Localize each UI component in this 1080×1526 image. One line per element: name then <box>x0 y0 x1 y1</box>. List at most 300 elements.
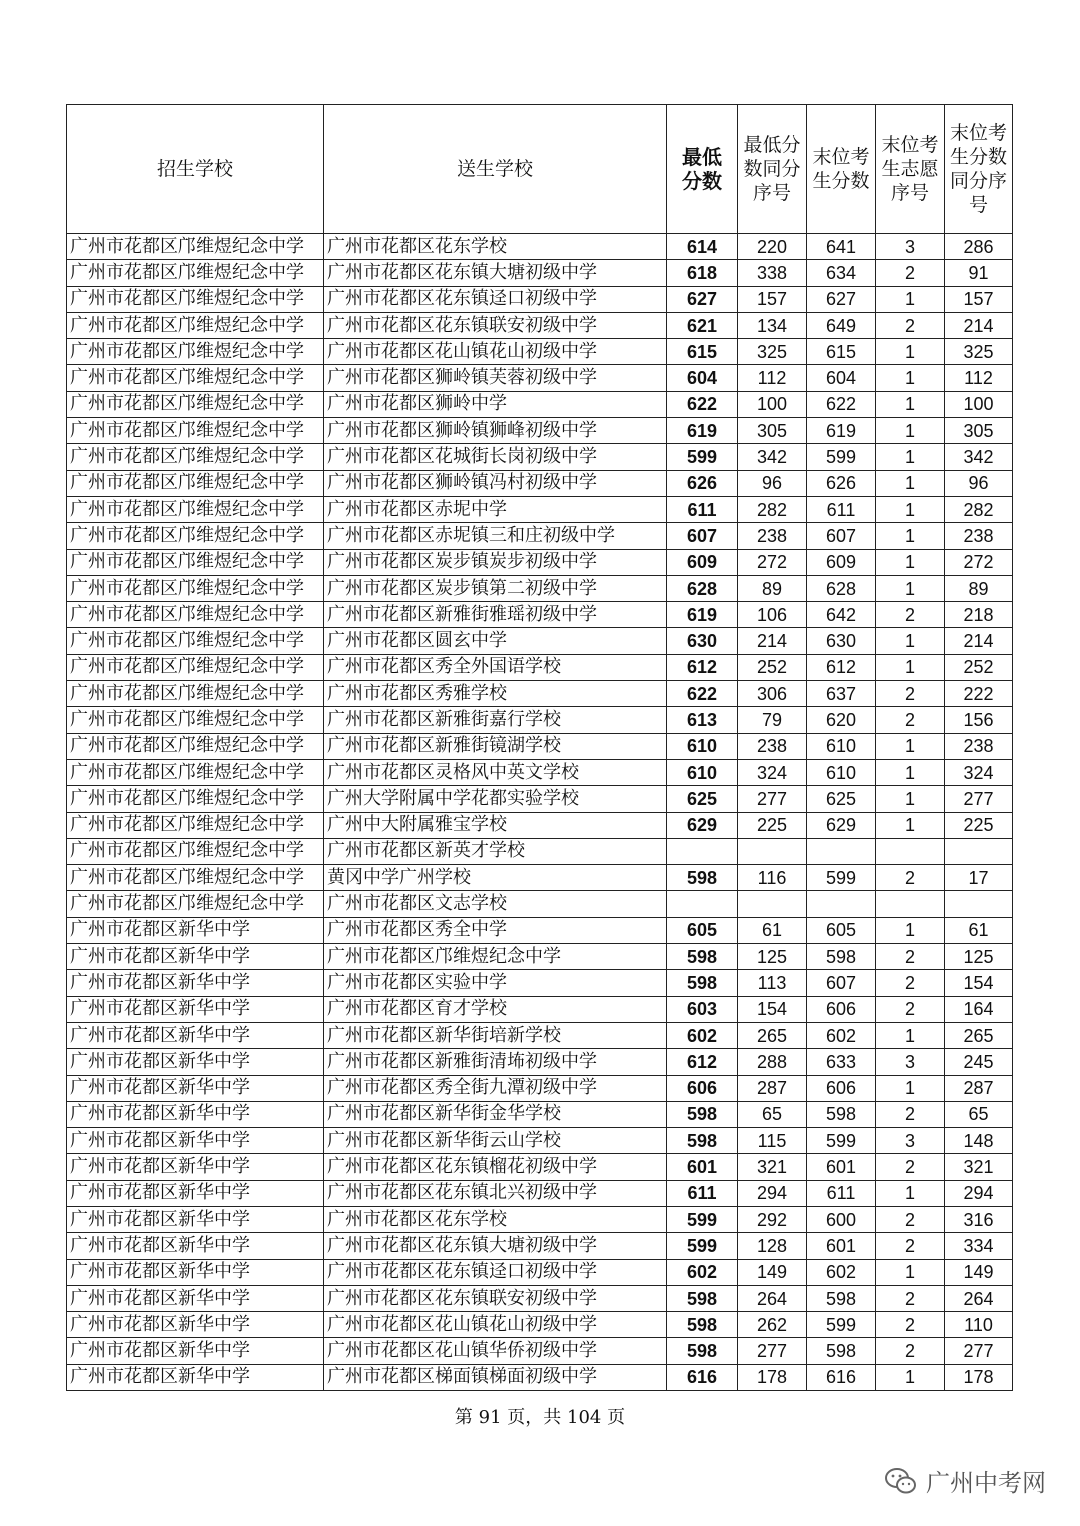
cell-min-score-tie-rank: 265 <box>738 1022 807 1048</box>
cell-admitting-school: 广州市花都区邝维煜纪念中学 <box>67 654 324 680</box>
table-row <box>67 891 1013 917</box>
table-row <box>67 339 1013 365</box>
table-row <box>67 602 1013 628</box>
cell-last-student-choice-rank: 2 <box>876 1206 945 1232</box>
cell-min-score: 629 <box>667 812 738 838</box>
cell-min-score-tie-rank: 264 <box>738 1285 807 1311</box>
cell-last-student-choice-rank: 2 <box>876 1233 945 1259</box>
cell-admitting-school: 广州市花都区邝维煜纪念中学 <box>67 286 324 312</box>
cell-sending-school: 广州市花都区花东学校 <box>324 1206 667 1232</box>
cell-last-student-tie-rank: 282 <box>945 496 1013 522</box>
cell-last-student-tie-rank: 17 <box>945 865 1013 891</box>
cell-last-student-tie-rank: 272 <box>945 549 1013 575</box>
cell-min-score: 621 <box>667 312 738 338</box>
cell-last-student-choice-rank: 2 <box>876 707 945 733</box>
cell-last-student-tie-rank: 316 <box>945 1206 1013 1232</box>
cell-min-score <box>667 891 738 917</box>
cell-sending-school: 广州市花都区秀全外国语学校 <box>324 654 667 680</box>
table-row <box>67 1259 1013 1285</box>
cell-admitting-school: 广州市花都区邝维煜纪念中学 <box>67 365 324 391</box>
cell-last-student-tie-rank: 342 <box>945 444 1013 470</box>
cell-last-student-choice-rank: 1 <box>876 339 945 365</box>
cell-admitting-school: 广州市花都区新华中学 <box>67 1022 324 1048</box>
cell-admitting-school: 广州市花都区新华中学 <box>67 1206 324 1232</box>
cell-last-student-choice-rank: 1 <box>876 733 945 759</box>
header-last-student-score: 末位考生分数 <box>807 105 876 234</box>
cell-sending-school: 广州市花都区赤坭中学 <box>324 496 667 522</box>
cell-last-student-choice-rank: 2 <box>876 970 945 996</box>
cell-min-score-tie-rank: 113 <box>738 970 807 996</box>
cell-last-student-choice-rank: 1 <box>876 365 945 391</box>
cell-admitting-school: 广州市花都区新华中学 <box>67 1233 324 1259</box>
cell-admitting-school: 广州市花都区邝维煜纪念中学 <box>67 391 324 417</box>
cell-admitting-school: 广州市花都区新华中学 <box>67 1128 324 1154</box>
cell-last-student-score: 630 <box>807 628 876 654</box>
cell-sending-school: 广州市花都区秀雅学校 <box>324 681 667 707</box>
table-row <box>67 391 1013 417</box>
table-row <box>67 838 1013 864</box>
cell-min-score: 625 <box>667 786 738 812</box>
cell-sending-school: 广州市花都区梯面镇梯面初级中学 <box>324 1364 667 1390</box>
cell-last-student-score: 601 <box>807 1154 876 1180</box>
cell-min-score: 598 <box>667 970 738 996</box>
cell-last-student-choice-rank: 2 <box>876 1285 945 1311</box>
cell-sending-school: 广州市花都区炭步镇第二初级中学 <box>324 575 667 601</box>
cell-admitting-school: 广州市花都区邝维煜纪念中学 <box>67 707 324 733</box>
cell-min-score: 603 <box>667 996 738 1022</box>
cell-min-score-tie-rank: 79 <box>738 707 807 733</box>
cell-min-score: 599 <box>667 1233 738 1259</box>
cell-min-score-tie-rank: 342 <box>738 444 807 470</box>
cell-min-score-tie-rank: 116 <box>738 865 807 891</box>
cell-last-student-score: 598 <box>807 1101 876 1127</box>
cell-last-student-tie-rank: 277 <box>945 786 1013 812</box>
cell-sending-school: 广州市花都区狮岭镇冯村初级中学 <box>324 470 667 496</box>
cell-sending-school: 广州市花都区新华街云山学校 <box>324 1128 667 1154</box>
table-row <box>67 1206 1013 1232</box>
cell-sending-school: 广州市花都区花山镇花山初级中学 <box>324 1312 667 1338</box>
cell-sending-school: 广州市花都区花山镇花山初级中学 <box>324 339 667 365</box>
table-row <box>67 496 1013 522</box>
cell-min-score-tie-rank: 125 <box>738 944 807 970</box>
cell-last-student-choice-rank: 3 <box>876 1128 945 1154</box>
cell-sending-school: 广州市花都区邝维煜纪念中学 <box>324 944 667 970</box>
cell-last-student-tie-rank: 61 <box>945 917 1013 943</box>
cell-min-score-tie-rank: 128 <box>738 1233 807 1259</box>
cell-admitting-school: 广州市花都区新华中学 <box>67 1285 324 1311</box>
cell-last-student-tie-rank: 214 <box>945 628 1013 654</box>
header-min-score-tie-rank: 最低分数同分序号 <box>738 105 807 234</box>
cell-min-score-tie-rank: 321 <box>738 1154 807 1180</box>
cell-min-score-tie-rank: 306 <box>738 681 807 707</box>
cell-admitting-school: 广州市花都区邝维煜纪念中学 <box>67 602 324 628</box>
table-row <box>67 1101 1013 1127</box>
cell-admitting-school: 广州市花都区新华中学 <box>67 1259 324 1285</box>
table-row <box>67 1338 1013 1364</box>
cell-min-score-tie-rank: 89 <box>738 575 807 601</box>
cell-min-score-tie-rank: 277 <box>738 786 807 812</box>
cell-last-student-choice-rank: 1 <box>876 786 945 812</box>
cell-last-student-tie-rank: 157 <box>945 286 1013 312</box>
cell-sending-school: 广州市花都区花东镇大塘初级中学 <box>324 1233 667 1259</box>
table-row <box>67 628 1013 654</box>
cell-admitting-school: 广州市花都区新华中学 <box>67 1101 324 1127</box>
cell-last-student-tie-rank: 324 <box>945 759 1013 785</box>
cell-last-student-score: 634 <box>807 260 876 286</box>
cell-min-score: 615 <box>667 339 738 365</box>
table-body <box>67 234 1013 1391</box>
cell-last-student-choice-rank: 1 <box>876 812 945 838</box>
cell-sending-school: 广州市花都区文志学校 <box>324 891 667 917</box>
cell-sending-school: 广州市花都区新英才学校 <box>324 838 667 864</box>
cell-last-student-tie-rank <box>945 838 1013 864</box>
page-number: 第 91 页，共 104 页 <box>454 1407 626 1428</box>
cell-admitting-school: 广州市花都区邝维煜纪念中学 <box>67 681 324 707</box>
cell-min-score-tie-rank: 96 <box>738 470 807 496</box>
cell-sending-school: 广州市花都区花东镇大塘初级中学 <box>324 260 667 286</box>
cell-min-score-tie-rank: 277 <box>738 1338 807 1364</box>
cell-sending-school: 广州市花都区花东镇榴花初级中学 <box>324 1154 667 1180</box>
cell-last-student-score: 599 <box>807 444 876 470</box>
watermark-text: 广州中考网 <box>926 1469 1046 1497</box>
cell-last-student-choice-rank: 1 <box>876 418 945 444</box>
cell-last-student-choice-rank: 2 <box>876 681 945 707</box>
cell-last-student-score: 604 <box>807 365 876 391</box>
cell-min-score-tie-rank: 134 <box>738 312 807 338</box>
cell-last-student-score: 606 <box>807 1075 876 1101</box>
cell-last-student-tie-rank: 245 <box>945 1049 1013 1075</box>
cell-min-score: 619 <box>667 418 738 444</box>
cell-min-score: 612 <box>667 654 738 680</box>
cell-min-score: 604 <box>667 365 738 391</box>
cell-min-score: 622 <box>667 681 738 707</box>
cell-min-score-tie-rank: 252 <box>738 654 807 680</box>
cell-sending-school: 广州市花都区花东镇迳口初级中学 <box>324 286 667 312</box>
cell-last-student-choice-rank <box>876 891 945 917</box>
cell-last-student-tie-rank: 305 <box>945 418 1013 444</box>
cell-last-student-tie-rank: 277 <box>945 1338 1013 1364</box>
cell-min-score-tie-rank: 100 <box>738 391 807 417</box>
cell-last-student-tie-rank: 225 <box>945 812 1013 838</box>
table-row <box>67 759 1013 785</box>
cell-admitting-school: 广州市花都区新华中学 <box>67 917 324 943</box>
cell-sending-school: 广州市花都区实验中学 <box>324 970 667 996</box>
cell-last-student-choice-rank: 1 <box>876 549 945 575</box>
cell-min-score-tie-rank: 154 <box>738 996 807 1022</box>
cell-min-score: 599 <box>667 1206 738 1232</box>
cell-min-score-tie-rank: 112 <box>738 365 807 391</box>
cell-sending-school: 广州市花都区狮岭中学 <box>324 391 667 417</box>
cell-min-score: 601 <box>667 1154 738 1180</box>
cell-min-score: 628 <box>667 575 738 601</box>
cell-last-student-tie-rank: 112 <box>945 365 1013 391</box>
cell-last-student-score: 598 <box>807 1285 876 1311</box>
cell-min-score-tie-rank: 338 <box>738 260 807 286</box>
table-row <box>67 365 1013 391</box>
cell-admitting-school: 广州市花都区邝维煜纪念中学 <box>67 786 324 812</box>
cell-min-score-tie-rank: 106 <box>738 602 807 628</box>
cell-last-student-choice-rank: 1 <box>876 1180 945 1206</box>
table-row <box>67 470 1013 496</box>
cell-min-score: 622 <box>667 391 738 417</box>
table-row <box>67 654 1013 680</box>
cell-min-score: 598 <box>667 944 738 970</box>
cell-sending-school: 广州市花都区炭步镇炭步初级中学 <box>324 549 667 575</box>
table-row <box>67 1233 1013 1259</box>
cell-last-student-choice-rank: 1 <box>876 496 945 522</box>
cell-last-student-score: 642 <box>807 602 876 628</box>
header-last-student-tie-rank: 末位考生分数同分序号 <box>945 105 1013 234</box>
cell-sending-school: 广州市花都区新雅街清㘵初级中学 <box>324 1049 667 1075</box>
cell-sending-school: 广州大学附属中学花都实验学校 <box>324 786 667 812</box>
table-row <box>67 1180 1013 1206</box>
cell-admitting-school: 广州市花都区邝维煜纪念中学 <box>67 549 324 575</box>
cell-last-student-tie-rank: 334 <box>945 1233 1013 1259</box>
cell-last-student-choice-rank: 2 <box>876 865 945 891</box>
cell-last-student-tie-rank: 294 <box>945 1180 1013 1206</box>
cell-admitting-school: 广州市花都区新华中学 <box>67 1364 324 1390</box>
cell-last-student-tie-rank: 156 <box>945 707 1013 733</box>
cell-last-student-choice-rank: 1 <box>876 1022 945 1048</box>
cell-sending-school: 广州市花都区赤坭镇三和庄初级中学 <box>324 523 667 549</box>
cell-sending-school: 广州市花都区花东镇迳口初级中学 <box>324 1259 667 1285</box>
cell-admitting-school: 广州市花都区邝维煜纪念中学 <box>67 339 324 365</box>
cell-sending-school: 广州市花都区灵格风中英文学校 <box>324 759 667 785</box>
cell-last-student-score <box>807 838 876 864</box>
cell-last-student-choice-rank: 1 <box>876 391 945 417</box>
cell-min-score-tie-rank: 65 <box>738 1101 807 1127</box>
cell-admitting-school: 广州市花都区邝维煜纪念中学 <box>67 418 324 444</box>
cell-last-student-score: 622 <box>807 391 876 417</box>
cell-last-student-choice-rank: 1 <box>876 917 945 943</box>
cell-last-student-score: 626 <box>807 470 876 496</box>
cell-admitting-school: 广州市花都区新华中学 <box>67 1075 324 1101</box>
cell-sending-school: 广州市花都区圆玄中学 <box>324 628 667 654</box>
cell-min-score: 599 <box>667 444 738 470</box>
cell-sending-school: 广州市花都区花东学校 <box>324 234 667 260</box>
cell-last-student-score: 615 <box>807 339 876 365</box>
cell-last-student-score: 610 <box>807 759 876 785</box>
cell-min-score: 613 <box>667 707 738 733</box>
table-row <box>67 1049 1013 1075</box>
table-row <box>67 812 1013 838</box>
table-row <box>67 549 1013 575</box>
table-row <box>67 1312 1013 1338</box>
cell-min-score: 611 <box>667 496 738 522</box>
cell-min-score: 602 <box>667 1259 738 1285</box>
cell-last-student-tie-rank: 287 <box>945 1075 1013 1101</box>
cell-min-score: 612 <box>667 1049 738 1075</box>
cell-min-score-tie-rank: 214 <box>738 628 807 654</box>
cell-sending-school: 广州市花都区秀全中学 <box>324 917 667 943</box>
cell-last-student-tie-rank: 264 <box>945 1285 1013 1311</box>
cell-last-student-score: 629 <box>807 812 876 838</box>
cell-sending-school: 广州市花都区新雅街嘉行学校 <box>324 707 667 733</box>
cell-last-student-choice-rank: 2 <box>876 1312 945 1338</box>
cell-admitting-school: 广州市花都区邝维煜纪念中学 <box>67 733 324 759</box>
cell-min-score-tie-rank: 149 <box>738 1259 807 1285</box>
cell-last-student-tie-rank: 164 <box>945 996 1013 1022</box>
table-row <box>67 286 1013 312</box>
cell-last-student-tie-rank: 178 <box>945 1364 1013 1390</box>
cell-admitting-school: 广州市花都区邝维煜纪念中学 <box>67 496 324 522</box>
cell-min-score: 609 <box>667 549 738 575</box>
cell-last-student-tie-rank: 100 <box>945 391 1013 417</box>
cell-min-score <box>667 838 738 864</box>
cell-last-student-tie-rank: 110 <box>945 1312 1013 1338</box>
cell-min-score: 619 <box>667 602 738 628</box>
cell-min-score: 598 <box>667 1312 738 1338</box>
cell-min-score: 618 <box>667 260 738 286</box>
header-min-score: 最低分数 <box>667 105 738 234</box>
cell-min-score-tie-rank: 238 <box>738 523 807 549</box>
cell-last-student-tie-rank: 91 <box>945 260 1013 286</box>
cell-sending-school: 广州市花都区狮岭镇狮峰初级中学 <box>324 418 667 444</box>
wechat-icon <box>884 1466 918 1496</box>
cell-last-student-score: 649 <box>807 312 876 338</box>
cell-sending-school: 广州市花都区花东镇联安初级中学 <box>324 312 667 338</box>
cell-admitting-school: 广州市花都区邝维煜纪念中学 <box>67 759 324 785</box>
table-row <box>67 996 1013 1022</box>
cell-admitting-school: 广州市花都区邝维煜纪念中学 <box>67 234 324 260</box>
table-row <box>67 418 1013 444</box>
table-row <box>67 944 1013 970</box>
cell-min-score: 606 <box>667 1075 738 1101</box>
cell-last-student-score: 599 <box>807 865 876 891</box>
cell-last-student-score: 619 <box>807 418 876 444</box>
cell-last-student-score: 607 <box>807 970 876 996</box>
cell-last-student-choice-rank: 1 <box>876 575 945 601</box>
table-row <box>67 786 1013 812</box>
cell-min-score: 610 <box>667 759 738 785</box>
cell-min-score: 610 <box>667 733 738 759</box>
cell-last-student-score: 606 <box>807 996 876 1022</box>
cell-admitting-school: 广州市花都区邝维煜纪念中学 <box>67 312 324 338</box>
table-row <box>67 1364 1013 1390</box>
cell-min-score-tie-rank: 305 <box>738 418 807 444</box>
table-row <box>67 1154 1013 1180</box>
cell-min-score-tie-rank: 288 <box>738 1049 807 1075</box>
cell-sending-school: 广州中大附属雅宝学校 <box>324 812 667 838</box>
cell-last-student-score: 598 <box>807 1338 876 1364</box>
cell-min-score-tie-rank: 61 <box>738 917 807 943</box>
cell-last-student-score: 628 <box>807 575 876 601</box>
cell-admitting-school: 广州市花都区邝维煜纪念中学 <box>67 865 324 891</box>
cell-last-student-tie-rank: 96 <box>945 470 1013 496</box>
cell-sending-school: 广州市花都区花东镇联安初级中学 <box>324 1285 667 1311</box>
cell-min-score-tie-rank <box>738 838 807 864</box>
table-row <box>67 234 1013 260</box>
cell-sending-school: 广州市花都区新华街金华学校 <box>324 1101 667 1127</box>
cell-last-student-score: 641 <box>807 234 876 260</box>
table-row <box>67 707 1013 733</box>
cell-min-score-tie-rank: 272 <box>738 549 807 575</box>
cell-min-score: 607 <box>667 523 738 549</box>
cell-admitting-school: 广州市花都区新华中学 <box>67 996 324 1022</box>
cell-min-score-tie-rank <box>738 891 807 917</box>
cell-min-score-tie-rank: 292 <box>738 1206 807 1232</box>
cell-last-student-choice-rank: 1 <box>876 444 945 470</box>
table-row <box>67 865 1013 891</box>
cell-admitting-school: 广州市花都区邝维煜纪念中学 <box>67 260 324 286</box>
cell-admitting-school: 广州市花都区新华中学 <box>67 1049 324 1075</box>
cell-last-student-choice-rank <box>876 838 945 864</box>
header-last-student-choice-rank: 末位考生志愿序号 <box>876 105 945 234</box>
cell-last-student-tie-rank: 238 <box>945 523 1013 549</box>
cell-admitting-school: 广州市花都区邝维煜纪念中学 <box>67 575 324 601</box>
cell-last-student-tie-rank: 286 <box>945 234 1013 260</box>
cell-last-student-score: 616 <box>807 1364 876 1390</box>
cell-last-student-tie-rank: 89 <box>945 575 1013 601</box>
cell-last-student-choice-rank: 2 <box>876 260 945 286</box>
cell-min-score: 616 <box>667 1364 738 1390</box>
cell-admitting-school: 广州市花都区邝维煜纪念中学 <box>67 444 324 470</box>
table-row <box>67 1285 1013 1311</box>
admission-score-table <box>66 104 1013 1391</box>
table-row <box>67 970 1013 996</box>
cell-admitting-school: 广州市花都区邝维煜纪念中学 <box>67 812 324 838</box>
cell-last-student-score: 601 <box>807 1233 876 1259</box>
cell-last-student-tie-rank: 222 <box>945 681 1013 707</box>
cell-last-student-choice-rank: 1 <box>876 1259 945 1285</box>
cell-last-student-score: 620 <box>807 707 876 733</box>
cell-min-score-tie-rank: 282 <box>738 496 807 522</box>
cell-last-student-choice-rank: 3 <box>876 234 945 260</box>
cell-last-student-tie-rank: 125 <box>945 944 1013 970</box>
cell-last-student-choice-rank: 2 <box>876 996 945 1022</box>
cell-last-student-score: 599 <box>807 1312 876 1338</box>
cell-min-score: 627 <box>667 286 738 312</box>
cell-last-student-score: 611 <box>807 496 876 522</box>
cell-admitting-school: 广州市花都区新华中学 <box>67 970 324 996</box>
cell-last-student-tie-rank: 148 <box>945 1128 1013 1154</box>
cell-admitting-school: 广州市花都区邝维煜纪念中学 <box>67 470 324 496</box>
cell-min-score-tie-rank: 220 <box>738 234 807 260</box>
cell-admitting-school: 广州市花都区邝维煜纪念中学 <box>67 838 324 864</box>
cell-last-student-choice-rank: 2 <box>876 312 945 338</box>
cell-sending-school: 广州市花都区狮岭镇芙蓉初级中学 <box>324 365 667 391</box>
cell-last-student-choice-rank: 2 <box>876 1338 945 1364</box>
cell-last-student-tie-rank: 238 <box>945 733 1013 759</box>
cell-last-student-choice-rank: 1 <box>876 523 945 549</box>
cell-last-student-score: 599 <box>807 1128 876 1154</box>
header-admitting-school: 招生学校 <box>67 105 324 234</box>
cell-last-student-score: 627 <box>807 286 876 312</box>
cell-last-student-tie-rank: 149 <box>945 1259 1013 1285</box>
cell-last-student-choice-rank: 1 <box>876 628 945 654</box>
cell-admitting-school: 广州市花都区新华中学 <box>67 1180 324 1206</box>
cell-admitting-school: 广州市花都区新华中学 <box>67 944 324 970</box>
cell-last-student-choice-rank: 2 <box>876 944 945 970</box>
cell-last-student-score: 610 <box>807 733 876 759</box>
cell-sending-school: 广州市花都区新雅街镜湖学校 <box>324 733 667 759</box>
cell-last-student-tie-rank <box>945 891 1013 917</box>
cell-min-score: 598 <box>667 1285 738 1311</box>
cell-last-student-score: 633 <box>807 1049 876 1075</box>
cell-last-student-choice-rank: 2 <box>876 1154 945 1180</box>
cell-last-student-score: 607 <box>807 523 876 549</box>
table-row <box>67 1022 1013 1048</box>
cell-min-score-tie-rank: 324 <box>738 759 807 785</box>
table-row <box>67 917 1013 943</box>
cell-min-score: 598 <box>667 1338 738 1364</box>
cell-min-score-tie-rank: 325 <box>738 339 807 365</box>
cell-min-score: 614 <box>667 234 738 260</box>
cell-min-score-tie-rank: 238 <box>738 733 807 759</box>
table-row <box>67 681 1013 707</box>
cell-sending-school: 广州市花都区秀全街九潭初级中学 <box>324 1075 667 1101</box>
table-row <box>67 733 1013 759</box>
